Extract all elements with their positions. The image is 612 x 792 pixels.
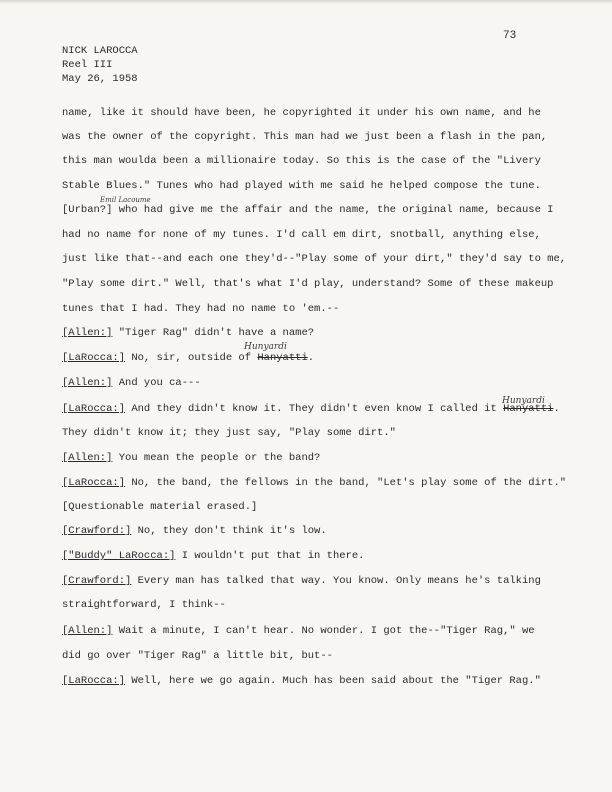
struck-word: Hanyatti [257, 352, 308, 364]
transcript-line [62, 107, 541, 119]
transcript-line [62, 180, 541, 192]
speaker-label: ["Buddy" LaRocca:] [62, 550, 176, 562]
line-text: straightforward, I think-- [62, 599, 226, 611]
handwritten-annotation-urban: Emil Lacoume [100, 196, 151, 204]
handwritten-annotation-hunyardi-2: Hunyardi [502, 396, 545, 406]
line-text: just like that--and each one they'd--"Play some of your dirt," they'd say to me, [62, 253, 567, 265]
transcript-line [62, 155, 541, 167]
line-text: And they didn't know it. They didn't even know I called it [125, 403, 504, 415]
line-text: was the owner of the copyright. This man had we just been a flash in the pan, [62, 131, 548, 143]
line-text: did go over "Tiger Rag" a little bit, but-- [62, 650, 333, 662]
transcript-line [62, 625, 535, 637]
line-text: [Questionable material erased.] [62, 501, 258, 513]
speaker-label: [Allen:] [62, 327, 113, 339]
line-text: Well, here we go again. Much has been said about the "Tiger Rag." [125, 675, 541, 687]
speaker-label: [LaRocca:] [62, 477, 126, 489]
line-text: They didn't know it; they just say, "Play some dirt." [62, 427, 396, 439]
transcript-line [62, 525, 327, 537]
header-date: May 26, 1958 [62, 73, 138, 85]
line-text: "Tiger Rag" didn't have a name? [112, 327, 315, 339]
line-text: No, sir, outside of [125, 352, 258, 364]
header-reel: Reel III [62, 59, 113, 71]
speaker-label: [Crawford:] [62, 575, 132, 587]
speaker-label: [Allen:] [62, 377, 113, 389]
transcript-line [62, 599, 226, 611]
transcript-line [62, 477, 566, 489]
transcript-line [62, 253, 566, 265]
transcript-line [62, 131, 547, 143]
line-text: Wait a minute, I can't hear. No wonder. I got the--"Tiger Rag," we [112, 625, 535, 637]
line-text-end: . [307, 352, 315, 364]
line-text: And you ca--- [112, 377, 201, 389]
transcript-line [62, 377, 201, 389]
scan-edge [0, 0, 612, 4]
transcript-line [62, 427, 396, 439]
transcript-line [62, 675, 541, 687]
struck-word: Hanyatti [503, 403, 554, 415]
transcript-line [62, 650, 333, 662]
document-header [62, 44, 138, 86]
line-text: [Urban?] who had give me the affair and the name, the original name, because I [62, 204, 554, 216]
line-text: tunes that I had. They had no name to 'em.-- [62, 303, 340, 315]
transcript-line [62, 278, 553, 290]
speaker-label: [Allen:] [62, 625, 113, 637]
line-text-end: . [553, 403, 560, 415]
transcript-line [62, 204, 553, 216]
header-name: NICK LAROCCA [62, 45, 138, 57]
page-number: 73 [503, 30, 517, 42]
line-text: this man woulda been a millionaire today. So this is the case of the "Livery [62, 155, 541, 167]
line-text: Stable Blues." Tunes who had played with me said he helped compose the tune. [62, 180, 541, 192]
transcript-line [62, 327, 314, 339]
line-text: No, they don't think it's low. [131, 525, 327, 537]
speaker-label: [Allen:] [62, 452, 113, 464]
speaker-label: [Crawford:] [62, 525, 132, 537]
line-text: "Play some dirt." Well, that's what I'd play, understand? Some of these makeup [62, 278, 554, 290]
speaker-label: [LaRocca:] [62, 352, 126, 364]
line-text: name, like it should have been, he copyrighted it under his own name, and he [62, 107, 541, 119]
speaker-label: [LaRocca:] [62, 675, 126, 687]
line-text: I wouldn't put that in there. [175, 550, 365, 562]
transcript-line [62, 403, 560, 415]
line-text: No, the band, the fellows in the band, "Let's play some of the dirt." [125, 477, 567, 489]
transcript-line [62, 352, 314, 364]
transcript-line [62, 575, 541, 587]
transcript-line [62, 303, 339, 315]
transcript-line [62, 550, 364, 562]
transcript-line [62, 501, 257, 513]
transcript-line [62, 452, 320, 464]
transcript-line [62, 229, 541, 241]
handwritten-annotation-hunyardi-1: Hunyardi [244, 342, 287, 352]
line-text: You mean the people or the band? [112, 452, 321, 464]
speaker-label: [LaRocca:] [62, 403, 126, 415]
line-text: had no name for none of my tunes. I'd call em dirt, snotball, anything else, [62, 229, 541, 241]
line-text: Every man has talked that way. You know. Only means he's talking [131, 575, 541, 587]
